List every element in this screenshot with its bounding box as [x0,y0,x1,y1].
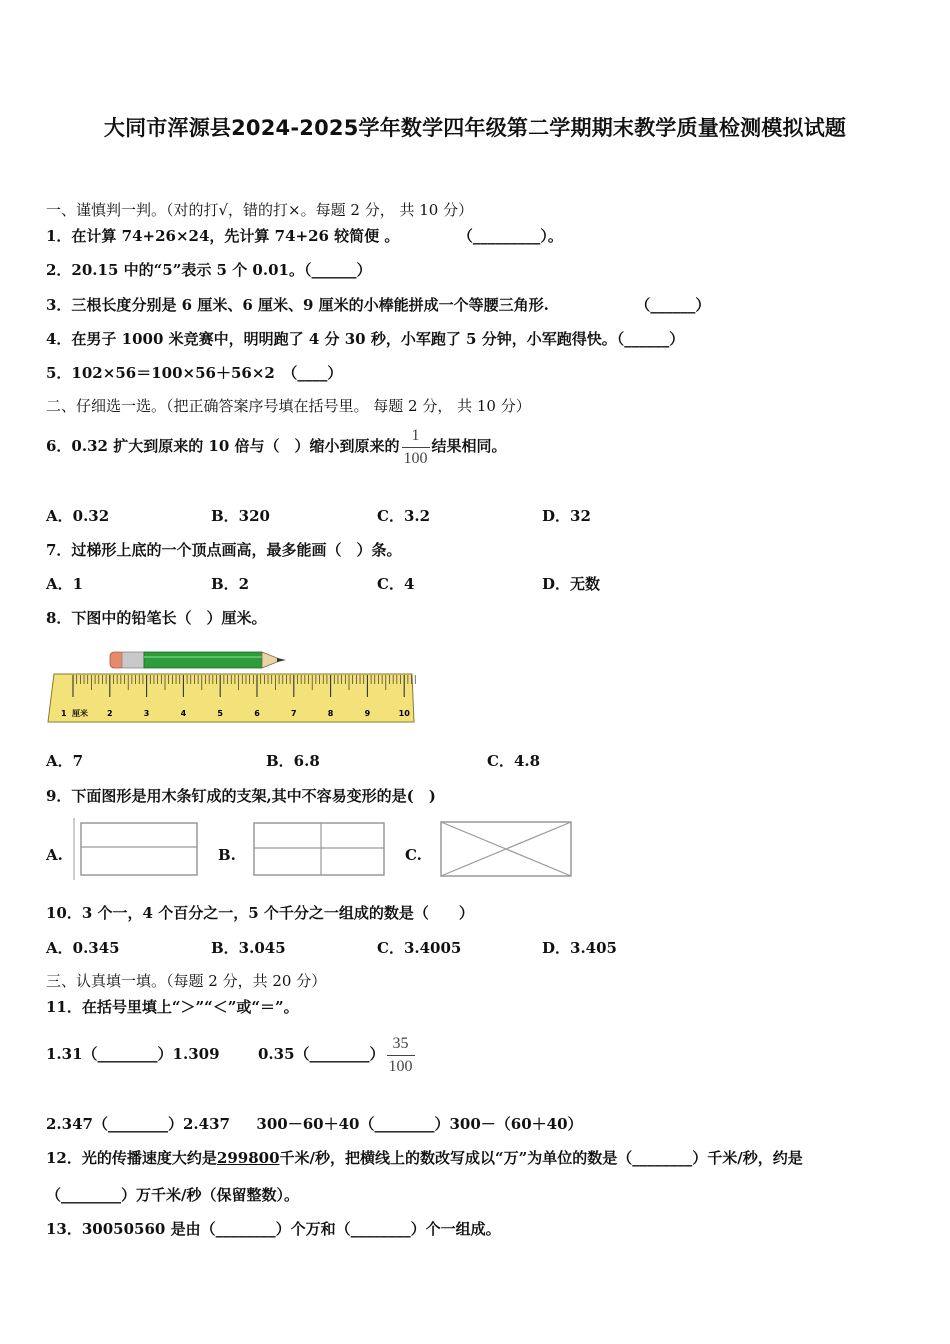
question-13: 13．30050560 是由（________）个万和（________）个一组成。 [46,1220,501,1238]
q6-option-d: D．32 [542,507,591,525]
q6-option-c: C．3.2 [377,507,431,525]
q10-option-a: A．0.345 [46,939,120,957]
fraction-denominator: 100 [403,449,428,467]
pencil-illustration [110,652,286,668]
fraction-numerator: 35 [387,1033,415,1056]
question-4: 4．在男子 1000 米竞赛中，明明跑了 4 分 30 秒，小军跑了 5 分钟，小军跑得快。（______） [46,330,685,348]
q8-option-b: B．6.8 [266,752,320,770]
question-3-text: 3．三根长度分别是 6 厘米、6 厘米、9 厘米的小棒能拼成一个等腰三角形. [46,296,549,314]
q9-option-a: A. [46,846,63,864]
question-5: 5．102×56＝100×56＋56×2 （____） [46,364,343,382]
question-11: 11．在括号里填上“＞”“＜”或“＝”。 [46,998,299,1016]
question-6-text-a: 6．0.32 扩大到原来的 10 倍与（ ）缩小到原来的 [46,437,400,455]
question-12-text-a: 12．光的传播速度大约是 [46,1149,217,1167]
ruler-label: 9 [364,709,371,718]
question-1-blank: （_________）。 [457,227,563,245]
q6-option-a: A．0.32 [46,507,110,525]
question-6-text-b: 结果相同。 [431,437,507,455]
fraction-denominator: 100 [388,1057,413,1075]
question-8: 8．下图中的铅笔长（ ）厘米。 [46,609,267,627]
q8-option-a: A．7 [46,752,84,770]
question-11-row-2 [46,1114,583,1134]
ruler-label: 10 [398,709,410,718]
question-11-row-1 [46,1030,417,1078]
frame-figure-b [252,818,388,880]
question-2: 2．20.15 中的“5”表示 5 个 0.01。（______） [46,261,372,279]
fraction-1-100 [402,425,430,470]
question-9: 9．下面图形是用木条钉成的支架,其中不容易变形的是( ) [46,787,436,805]
q7-option-b: B．2 [211,575,250,593]
q7-option-a: A．1 [46,575,84,593]
question-12-text-b: 千米/秒，把横线上的数改写成以“万”为单位的数是（________）千米/秒，约是 [279,1149,803,1167]
ruler-unit-label: 厘米 [72,709,88,718]
section-heading-2: 二、仔细选一选。（把正确答案序号填在括号里。 每题 2 分， 共 10 分） [46,397,531,415]
question-12 [46,1148,803,1168]
frame-figure-a [73,818,201,880]
ruler-label: 2 [107,709,113,718]
section-heading-1: 一、谨慎判一判。（对的打√，错的打×。每题 2 分， 共 10 分） [46,201,474,219]
q11-compare-3: 2.347（________）2.437 [46,1115,230,1133]
ruler-label: 4 [180,709,187,718]
ruler-label: 5 [217,709,223,718]
section-heading-3: 三、认真填一填。（每题 2 分，共 20 分） [46,972,327,990]
question-6 [46,422,507,470]
q11-compare-2: 0.35（________） [257,1045,385,1063]
q11-compare-1: 1.31（________）1.309 [46,1045,220,1063]
question-3-blank: （______） [635,296,711,314]
ruler-label: 6 [254,709,260,718]
underlined-number: 299800 [216,1149,280,1167]
question-12-line-2: （________）万千米/秒（保留整数）。 [46,1186,299,1204]
ruler-label: 7 [291,709,297,718]
ruler-pencil-figure [46,648,418,728]
q10-option-b: B．3.045 [211,939,286,957]
q9-option-b: B. [218,846,236,864]
question-7: 7．过梯形上底的一个顶点画高，最多能画（ ）条。 [46,541,402,559]
q7-option-c: C．4 [377,575,415,593]
frame-figure-c [438,818,574,880]
question-1 [46,226,563,246]
ruler-label: 3 [143,709,150,718]
ruler-label: 1 [61,709,67,718]
q10-option-d: D．3.405 [542,939,617,957]
q6-option-b: B．320 [211,507,270,525]
q11-compare-4: 300－60＋40（________）300－（60＋40） [256,1115,583,1133]
q7-option-d: D．无数 [542,575,601,593]
question-3 [46,295,710,315]
ruler-label: 8 [327,709,334,718]
fraction-numerator: 1 [402,425,430,448]
question-1-text: 1．在计算 74+26×24，先计算 74+26 较简便 。 [46,227,400,245]
q10-option-c: C．3.4005 [377,939,462,957]
fraction-35-100 [387,1033,415,1078]
page-title: 大同市浑源县2024-2025学年数学四年级第二学期期末教学质量检测模拟试题 [103,116,847,140]
question-10: 10．3 个一，4 个百分之一，5 个千分之一组成的数是（ ） [46,904,474,922]
q8-option-c: C．4.8 [487,752,541,770]
q9-option-c: C. [405,846,422,864]
